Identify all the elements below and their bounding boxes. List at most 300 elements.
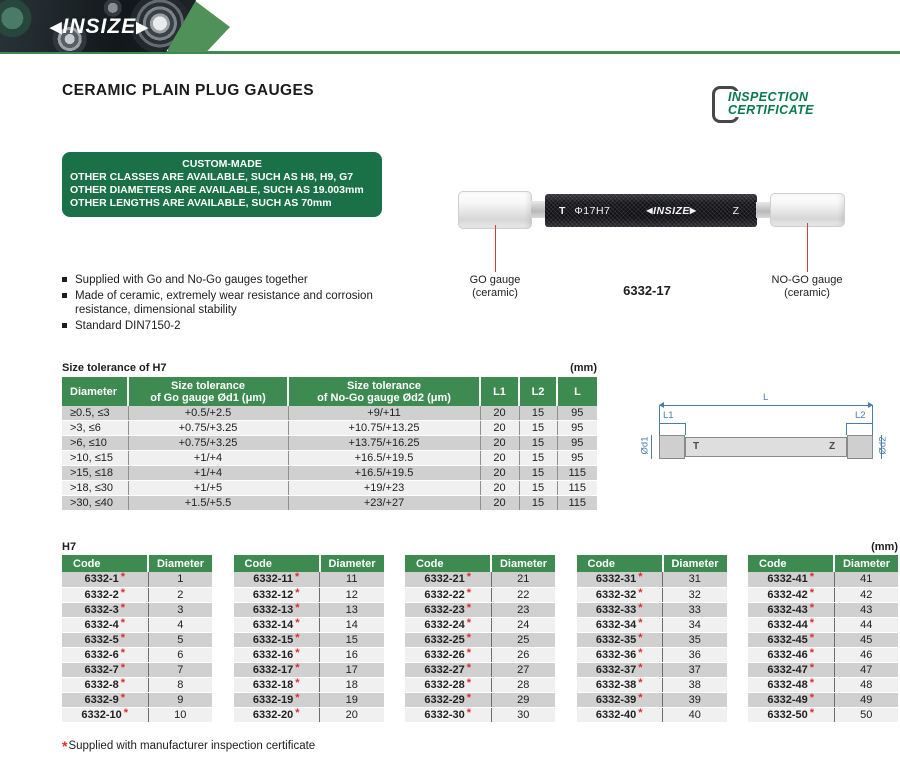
h7-code-text: 6332-19 [252, 693, 294, 706]
certified-asterisk: * [466, 631, 472, 644]
tolerance-cell: 20 [480, 481, 519, 496]
h7-table-body [405, 572, 555, 722]
tolerance-header-row [62, 377, 597, 406]
certified-asterisk: * [638, 616, 643, 629]
h7-code-cell [748, 572, 834, 587]
h7-row [62, 707, 212, 722]
custom-made-line: OTHER CLASSES ARE AVAILABLE, SUCH AS H8, H9, G7 [70, 171, 354, 183]
h7-diameter-cell: 34 [663, 617, 727, 632]
h7-diameter-cell: 42 [834, 587, 898, 602]
h7-code-cell [62, 632, 148, 647]
h7-code-text: 6332-42 [767, 588, 808, 601]
h7-code-cell [577, 632, 663, 647]
h7-row [577, 662, 727, 677]
tolerance-cell: ≥0.5, ≤3 [62, 406, 128, 421]
h7-row [234, 707, 384, 722]
h7-header-cell: Diameter [663, 555, 727, 572]
h7-diameter-cell: 26 [491, 647, 555, 662]
h7-diameter-cell: 38 [663, 677, 727, 692]
h7-code-cell [748, 617, 834, 632]
h7-diameter-cell: 13 [320, 602, 384, 617]
h7-row [62, 632, 212, 647]
tolerance-cell: >18, ≤30 [62, 481, 128, 496]
handle-brand-text: INSIZE [653, 204, 690, 217]
h7-diameter-cell: 49 [834, 692, 898, 707]
h7-code-text: 6332-14 [252, 618, 294, 631]
tolerance-cell: +16.5/+19.5 [288, 466, 480, 481]
h7-code-cell [577, 602, 663, 617]
tolerance-cell: +0.75/+3.25 [128, 421, 288, 436]
tolerance-cell: >30, ≤40 [62, 496, 128, 511]
tolerance-cell: 20 [480, 421, 519, 436]
tolerance-cell: >10, ≤15 [62, 451, 128, 466]
gauge-shaft-right [756, 202, 771, 218]
certified-asterisk: * [466, 646, 472, 659]
tolerance-cell: +23/+27 [288, 496, 480, 511]
h7-code-cell [234, 587, 320, 602]
certified-asterisk: * [295, 676, 300, 689]
custom-made-line: OTHER DIAMETERS ARE AVAILABLE, SUCH AS 19.003mm [70, 184, 364, 196]
h7-code-text: 6332-46 [767, 648, 808, 661]
h7-diameter-cell: 31 [663, 572, 727, 587]
h7-code-text: 6332-40 [595, 708, 637, 721]
h7-code-cell [405, 677, 491, 692]
h7-code-text: 6332-8 [84, 678, 119, 691]
h7-code-text: 6332-26 [424, 648, 465, 661]
h7-code-cell [748, 587, 834, 602]
tolerance-cell: +1/+5 [128, 481, 288, 496]
h7-code-cell [748, 662, 834, 677]
certified-asterisk: * [120, 676, 126, 689]
custom-made-title: CUSTOM-MADE [182, 158, 262, 170]
feature-list [62, 273, 392, 334]
h7-header-row [748, 555, 898, 572]
h7-diameter-cell: 5 [148, 632, 212, 647]
h7-code-cell [234, 632, 320, 647]
h7-table-head [748, 555, 898, 572]
tolerance-cell: 20 [480, 451, 519, 466]
h7-row [62, 617, 212, 632]
tolerance-cell: 95 [557, 406, 597, 421]
h7-code-cell [748, 707, 834, 722]
h7-row [405, 632, 555, 647]
h7-diameter-cell: 21 [491, 572, 555, 587]
tolerance-cell: 15 [519, 496, 557, 511]
h7-code-table [405, 555, 555, 723]
go-gauge-cylinder [458, 191, 532, 229]
bullet-square-icon [62, 323, 67, 328]
h7-code-text: 6332-6 [84, 648, 119, 661]
certified-asterisk: * [809, 586, 815, 599]
dim-label-d2: Ød2 [877, 436, 889, 455]
diagram-left-cap [659, 435, 685, 459]
certified-asterisk: * [120, 586, 126, 599]
logo-right-arrow-icon: ▶ [689, 205, 697, 215]
certified-asterisk: * [466, 616, 472, 629]
h7-code-text: 6332-38 [595, 678, 637, 691]
h7-code-cell [62, 692, 148, 707]
h7-row [748, 707, 898, 722]
h7-code-cell [62, 662, 148, 677]
h7-diameter-cell: 35 [663, 632, 727, 647]
h7-code-text: 6332-31 [595, 573, 637, 586]
h7-code-text: 6332-41 [767, 573, 808, 586]
h7-diameter-cell: 18 [320, 677, 384, 692]
h7-header-cell: Code [62, 555, 148, 572]
tolerance-cell: +9/+11 [288, 406, 480, 421]
h7-table-head [577, 555, 727, 572]
h7-row [577, 707, 727, 722]
h7-code-table [577, 555, 727, 723]
tolerance-cell: 95 [557, 436, 597, 451]
tolerance-row [62, 421, 597, 436]
h7-row [405, 692, 555, 707]
certified-asterisk: * [295, 586, 300, 599]
certified-asterisk: * [809, 616, 815, 629]
h7-code-cell [62, 572, 148, 587]
tolerance-cell: 15 [519, 406, 557, 421]
feature-item [62, 289, 392, 318]
ext-line [846, 423, 847, 435]
go-label-line1: GO gauge [469, 274, 521, 286]
certified-asterisk: * [638, 661, 643, 674]
h7-row [748, 647, 898, 662]
insize-logo [50, 15, 149, 39]
h7-code-cell [577, 677, 663, 692]
h7-code-cell [405, 647, 491, 662]
h7-code-text: 6332-48 [767, 678, 808, 691]
tolerance-table [62, 377, 597, 511]
feature-item [62, 319, 392, 334]
h7-code-cell [577, 662, 663, 677]
h7-row [405, 677, 555, 692]
certified-asterisk: * [638, 571, 643, 584]
tolerance-cell: 20 [480, 436, 519, 451]
certified-asterisk: * [638, 601, 643, 614]
h7-code-cell [234, 647, 320, 662]
h7-diameter-cell: 23 [491, 602, 555, 617]
h7-code-table [234, 555, 384, 723]
h7-row [577, 587, 727, 602]
h7-code-cell [62, 647, 148, 662]
h7-row [62, 572, 212, 587]
certified-asterisk: * [466, 661, 472, 674]
h7-code-text: 6332-30 [424, 708, 465, 721]
h7-table-body [748, 572, 898, 722]
tolerance-header-cell: Diameter [62, 377, 128, 406]
tolerance-cell: +10.75/+13.25 [288, 421, 480, 436]
h7-diameter-cell: 41 [834, 572, 898, 587]
h7-code-text: 6332-22 [424, 588, 465, 601]
h7-code-text: 6332-21 [424, 573, 465, 586]
h7-code-text: 6332-33 [595, 603, 637, 616]
tolerance-header-cell: L2 [519, 377, 557, 406]
dim-label-L2: L2 [855, 410, 866, 421]
h7-diameter-cell: 7 [148, 662, 212, 677]
tolerance-cell: +16.5/+19.5 [288, 451, 480, 466]
tolerance-cell: 115 [557, 466, 597, 481]
tolerance-cell: 20 [480, 406, 519, 421]
h7-diameter-cell: 4 [148, 617, 212, 632]
go-label-line2: (ceramic) [472, 287, 518, 299]
h7-code-cell [234, 617, 320, 632]
h7-diameter-cell: 33 [663, 602, 727, 617]
h7-row [62, 647, 212, 662]
h7-code-cell [62, 677, 148, 692]
h7-row [62, 677, 212, 692]
h7-table-body [577, 572, 727, 722]
h7-row [405, 662, 555, 677]
h7-row [234, 647, 384, 662]
h7-code-text: 6332-3 [84, 603, 119, 616]
h7-code-text: 6332-20 [252, 708, 294, 721]
tolerance-table-unit: (mm) [570, 362, 597, 374]
h7-row [405, 707, 555, 722]
footnote-asterisk: * [62, 738, 68, 754]
h7-code-text: 6332-25 [424, 633, 465, 646]
h7-header-cell: Code [577, 555, 663, 572]
h7-code-text: 6332-39 [595, 693, 637, 706]
h7-diameter-cell: 15 [320, 632, 384, 647]
h7-diameter-cell: 19 [320, 692, 384, 707]
certified-asterisk: * [120, 601, 126, 614]
footnote-text: Supplied with manufacturer inspection certificate [68, 740, 316, 752]
h7-header-cell: Diameter [320, 555, 384, 572]
tolerance-cell: 15 [519, 466, 557, 481]
h7-diameter-cell: 17 [320, 662, 384, 677]
h7-row [234, 662, 384, 677]
certified-asterisk: * [638, 691, 643, 704]
logo-left-arrow-icon: ◀ [50, 19, 63, 36]
h7-row [577, 677, 727, 692]
h7-code-text: 6332-37 [595, 663, 637, 676]
tolerance-cell: +1/+4 [128, 466, 288, 481]
h7-row [577, 602, 727, 617]
h7-row [577, 572, 727, 587]
tolerance-header-cell: Size tolerance of No-Go gauge Ød2 (μm) [288, 377, 480, 406]
tolerance-table-container [62, 377, 597, 511]
h7-row [405, 647, 555, 662]
h7-tables-row [62, 555, 898, 723]
h7-code-text: 6332-7 [84, 663, 119, 676]
product-photo [440, 180, 870, 305]
h7-row [577, 632, 727, 647]
tolerance-cell: 115 [557, 481, 597, 496]
h7-header-cell: Diameter [148, 555, 212, 572]
tolerance-row [62, 406, 597, 421]
h7-header-row [405, 555, 555, 572]
tolerance-header-cell: L1 [480, 377, 519, 406]
tolerance-table-body [62, 406, 597, 511]
h7-diameter-cell: 20 [320, 707, 384, 722]
h7-diameter-cell: 44 [834, 617, 898, 632]
custom-made-line: OTHER LENGTHS ARE AVAILABLE, SUCH AS 70mm [70, 197, 332, 209]
h7-code-text: 6332-47 [767, 663, 808, 676]
h7-section-unit: (mm) [871, 541, 898, 553]
certified-asterisk: * [638, 646, 643, 659]
certified-asterisk: * [294, 571, 300, 584]
h7-code-cell [234, 677, 320, 692]
h7-code-text: 6332-24 [424, 618, 465, 631]
h7-row [748, 617, 898, 632]
h7-code-cell [405, 602, 491, 617]
diagram-right-cap [847, 435, 873, 459]
h7-diameter-cell: 43 [834, 602, 898, 617]
h7-code-text: 6332-35 [595, 633, 637, 646]
h7-code-text: 6332-34 [595, 618, 637, 631]
certified-asterisk: * [809, 571, 815, 584]
dim-label-d1: Ød1 [639, 436, 651, 455]
h7-header-cell: Code [748, 555, 834, 572]
h7-diameter-cell: 24 [491, 617, 555, 632]
h7-code-text: 6332-49 [767, 693, 808, 706]
h7-table-head [405, 555, 555, 572]
h7-row [234, 602, 384, 617]
h7-table-head [62, 555, 212, 572]
h7-diameter-cell: 6 [148, 647, 212, 662]
h7-row [405, 572, 555, 587]
h7-row [405, 602, 555, 617]
diagram-label-T: T [693, 441, 700, 452]
h7-code-cell [62, 707, 148, 722]
certified-asterisk: * [466, 586, 472, 599]
handle-marking-size: Φ17H7 [574, 204, 611, 217]
nogo-label-line2: (ceramic) [784, 287, 830, 299]
h7-diameter-cell: 40 [663, 707, 727, 722]
product-code: 6332-17 [623, 283, 671, 298]
h7-header-cell: Code [405, 555, 491, 572]
bullet-square-icon [62, 277, 67, 282]
h7-diameter-cell: 8 [148, 677, 212, 692]
certified-asterisk: * [295, 691, 300, 704]
tolerance-cell: >6, ≤10 [62, 436, 128, 451]
h7-row [234, 617, 384, 632]
h7-diameter-cell: 47 [834, 662, 898, 677]
certified-asterisk: * [809, 601, 815, 614]
certified-asterisk: * [638, 586, 643, 599]
h7-code-cell [577, 587, 663, 602]
h7-row [748, 587, 898, 602]
feature-text: Standard DIN7150-2 [75, 319, 181, 332]
h7-diameter-cell: 9 [148, 692, 212, 707]
h7-code-text: 6332-23 [424, 603, 465, 616]
h7-code-text: 6332-43 [767, 603, 808, 616]
header-banner [0, 0, 900, 57]
h7-code-cell [405, 692, 491, 707]
handle-brand-logo [610, 205, 732, 217]
tolerance-cell: >3, ≤6 [62, 421, 128, 436]
h7-diameter-cell: 27 [491, 662, 555, 677]
h7-code-cell [234, 692, 320, 707]
h7-header-row [234, 555, 384, 572]
h7-code-cell [62, 602, 148, 617]
h7-table-body [62, 572, 212, 722]
h7-diameter-cell: 22 [491, 587, 555, 602]
dim-line-d1 [651, 435, 652, 459]
certificate-footnote [62, 736, 315, 752]
tolerance-cell: 95 [557, 421, 597, 436]
tolerance-cell: +1.5/+5.5 [128, 496, 288, 511]
h7-code-text: 6332-1 [84, 573, 119, 586]
certified-asterisk: * [809, 676, 815, 689]
h7-code-text: 6332-10 [81, 708, 122, 721]
h7-code-text: 6332-12 [252, 588, 294, 601]
h7-code-text: 6332-18 [252, 678, 294, 691]
h7-diameter-cell: 10 [148, 707, 212, 722]
certified-asterisk: * [120, 661, 126, 674]
h7-diameter-cell: 46 [834, 647, 898, 662]
h7-diameter-cell: 2 [148, 587, 212, 602]
feature-item [62, 273, 392, 288]
nogo-gauge-cylinder [770, 193, 845, 227]
h7-row [62, 587, 212, 602]
h7-diameter-cell: 16 [320, 647, 384, 662]
h7-row [62, 692, 212, 707]
handle-marking-z: Z [732, 204, 739, 217]
h7-code-text: 6332-11 [253, 573, 293, 586]
certified-asterisk: * [295, 646, 300, 659]
h7-row [62, 662, 212, 677]
feature-text: Made of ceramic, extremely wear resistance and corrosion resistance, dimensional stability [75, 289, 373, 316]
h7-diameter-cell: 3 [148, 602, 212, 617]
tolerance-header-cell: L [557, 377, 597, 406]
h7-code-text: 6332-16 [252, 648, 294, 661]
tolerance-cell: 15 [519, 421, 557, 436]
h7-header-cell: Diameter [834, 555, 898, 572]
h7-code-cell [748, 602, 834, 617]
h7-diameter-cell: 45 [834, 632, 898, 647]
h7-diameter-cell: 14 [320, 617, 384, 632]
tolerance-cell: +1/+4 [128, 451, 288, 466]
h7-code-cell [234, 707, 320, 722]
h7-diameter-cell: 25 [491, 632, 555, 647]
certified-asterisk: * [809, 631, 815, 644]
nogo-gauge-label [752, 274, 862, 300]
certified-asterisk: * [638, 676, 643, 689]
h7-code-text: 6332-13 [252, 603, 294, 616]
h7-row [234, 677, 384, 692]
certified-asterisk: * [466, 691, 472, 704]
h7-diameter-cell: 11 [320, 572, 384, 587]
h7-code-text: 6332-27 [424, 663, 465, 676]
tolerance-cell: 20 [480, 466, 519, 481]
h7-code-cell [405, 587, 491, 602]
h7-diameter-cell: 50 [834, 707, 898, 722]
handle-marking-t: T [559, 204, 566, 217]
certified-asterisk: * [809, 646, 815, 659]
certified-asterisk: * [638, 631, 643, 644]
page-title: CERAMIC PLAIN PLUG GAUGES [62, 82, 314, 99]
go-leader-line [495, 225, 496, 272]
gauge-handle [545, 194, 757, 227]
nogo-leader-line [807, 223, 808, 272]
h7-header-row [62, 555, 212, 572]
h7-code-cell [577, 647, 663, 662]
h7-diameter-cell: 1 [148, 572, 212, 587]
tolerance-cell: +19/+23 [288, 481, 480, 496]
h7-code-cell [405, 707, 491, 722]
tolerance-row [62, 481, 597, 496]
go-gauge-label [440, 274, 550, 300]
certified-asterisk: * [295, 631, 300, 644]
h7-diameter-cell: 29 [491, 692, 555, 707]
h7-code-table [748, 555, 898, 723]
h7-diameter-cell: 37 [663, 662, 727, 677]
h7-code-cell [748, 647, 834, 662]
h7-table-head [234, 555, 384, 572]
h7-row [748, 602, 898, 617]
tolerance-row [62, 451, 597, 466]
